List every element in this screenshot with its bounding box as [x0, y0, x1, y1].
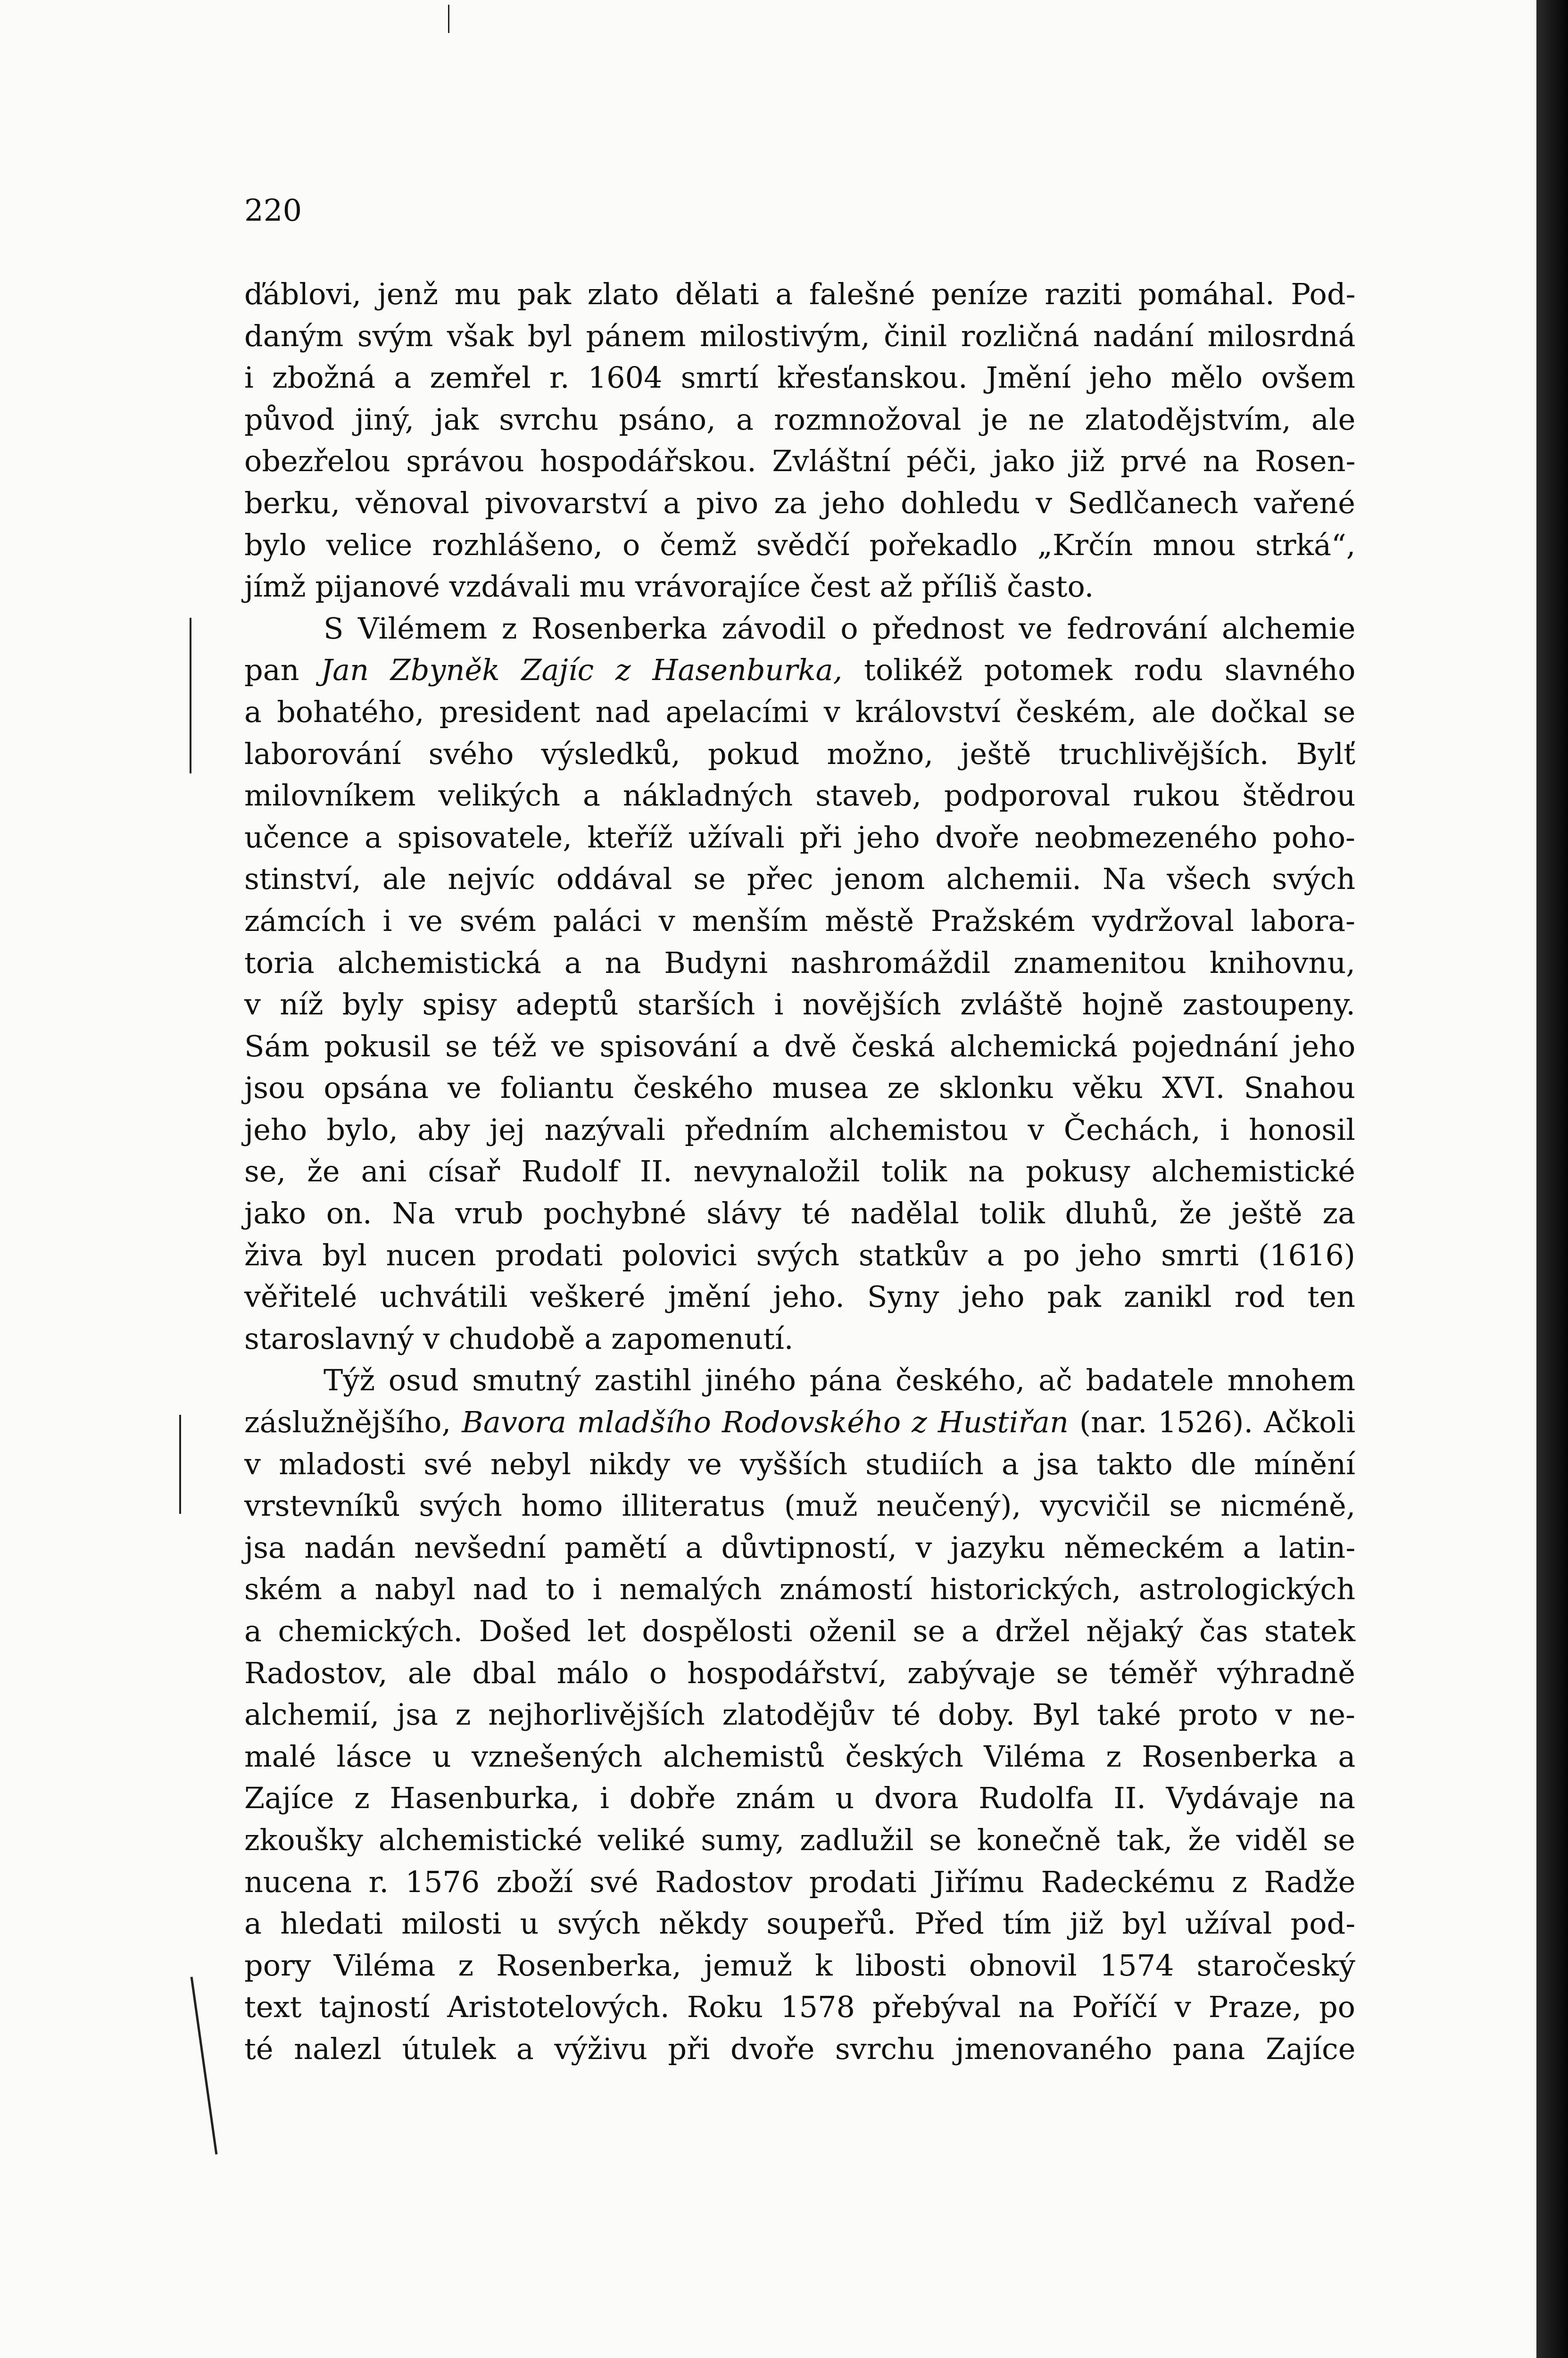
text-run: stinství, ale nejvíc oddával se přec jenom alchemii. Na všech svých [244, 862, 1355, 897]
text-line [244, 1736, 1355, 1778]
text-line [244, 1151, 1355, 1193]
text-run: pan [244, 653, 321, 688]
text-run: se, že ani císař Rudolf II. nevynaložil tolik na pokusy alchemistické [244, 1154, 1355, 1189]
text-run: jako on. Na vrub pochybné slávy té nadělal tolik dluhů, že ještě za [244, 1196, 1356, 1231]
text-line [244, 274, 1355, 316]
text-line [244, 440, 1355, 482]
text-line [244, 1986, 1355, 2028]
text-run: Týž osud smutný zastihl jiného pána českého, ač badatele mnohem [324, 1363, 1356, 1398]
text-line [244, 1694, 1355, 1736]
text-run: Sám pokusil se též ve spisování a dvě česká alchemická pojednání jeho [244, 1029, 1356, 1063]
page-number: 220 [244, 193, 302, 228]
text-run: té nalezl útulek a výživu při dvoře svrchu jmenovaného pana Zajíce [244, 2031, 1356, 2066]
text-run: text tajností Aristotelových. Roku 1578 přebýval na Poříčí v Praze, po [244, 1990, 1355, 2025]
text-run: ském a nabyl nad to i nemalých známostí historických, astrologických [244, 1572, 1355, 1607]
text-line [244, 817, 1355, 859]
text-run: učence a spisovatele, kteříž užívali při jeho dvoře neobmezeného poho- [244, 820, 1355, 855]
text-run: jsa nadán nevšední pamětí a důvtipností, v jazyku německém a latin- [244, 1530, 1356, 1565]
text-run: milovníkem velikých a nákladných staveb, podporoval rukou štědrou [244, 778, 1356, 813]
paragraph [244, 608, 1355, 1360]
text-line [244, 1527, 1355, 1569]
text-run: zámcích i ve svém paláci v menším městě Pražském vydržoval labora- [244, 903, 1355, 938]
text-run: daným svým však byl pánem milostivým, činil rozličná nadání milosrdná [244, 318, 1356, 353]
text-run: tolikéž potomek rodu slavného [842, 653, 1356, 688]
margin-mark [190, 618, 191, 773]
text-run: jímž pijanové vzdávali mu vrávorajíce čest až příliš často. [244, 569, 1094, 604]
text-run: pory Viléma z Rosenberka, jemuž k libosti obnovil 1574 staročeský [244, 1948, 1355, 1983]
text-run: malé lásce u vznešených alchemistů českých Viléma z Rosenberka a [244, 1739, 1356, 1774]
text-run: vrstevníků svých homo illiteratus (muž neučený), vycvičil se nicméně, [244, 1488, 1356, 1523]
body-text [244, 274, 1355, 2070]
margin-mark [179, 1415, 181, 1514]
text-line [244, 1945, 1355, 1987]
text-run: alchemií, jsa z nejhorlivějších zlatodějův té doby. Byl také proto v ne- [244, 1697, 1355, 1732]
text-run: ďáblovi, jenž mu pak zlato dělati a falešné peníze raziti pomáhal. Pod- [244, 277, 1356, 311]
text-run: záslužnějšího, [244, 1405, 462, 1440]
text-line [244, 1903, 1355, 1945]
text-run: a bohatého, president nad apelacími v království českém, ale dočkal se [244, 694, 1356, 729]
text-line [244, 399, 1355, 441]
text-line [244, 691, 1355, 733]
text-run: původ jiný, jak svrchu psáno, a rozmnožoval je ne zlatodějstvím, ale [244, 402, 1356, 437]
text-line [244, 1318, 1355, 1360]
text-run: jeho bylo, aby jej nazývali předním alchemistou v Čechách, i honosil [244, 1112, 1355, 1147]
text-line [244, 316, 1355, 357]
text-line [244, 1109, 1355, 1151]
text-line [244, 733, 1355, 775]
text-run: věřitelé uchvátili veškeré jmění jeho. Syny jeho pak zanikl rod ten [244, 1279, 1355, 1314]
paragraph [244, 274, 1355, 608]
text-line [244, 1861, 1355, 1903]
text-run: Zajíce z Hasenburka, i dobře znám u dvora Rudolfa II. Vydávaje na [244, 1781, 1355, 1816]
text-run: laborování svého výsledků, pokud možno, ještě truchlivějších. Bylť [244, 736, 1355, 771]
text-line [244, 1569, 1355, 1611]
text-line [244, 1235, 1355, 1277]
text-line [244, 858, 1355, 900]
text-run: bylo velice rozhlášeno, o čemž svědčí pořekadlo „Krčín mnou strká“, [244, 527, 1356, 562]
text-line [244, 900, 1355, 942]
text-line [244, 524, 1355, 566]
margin-mark [448, 5, 449, 33]
text-run: S Vilémem z Rosenberka závodil o přednost ve fedrování alchemie [324, 611, 1356, 646]
text-run: i zbožná a zemřel r. 1604 smrtí křesťanskou. Jmění jeho mělo ovšem [244, 360, 1355, 395]
text-run: Radostov, ale dbal málo o hospodářství, zabývaje se téměř výhradně [244, 1655, 1355, 1690]
text-line [244, 566, 1355, 608]
text-run: a hledati milosti u svých někdy soupeřů. Před tím již byl užíval pod- [244, 1906, 1356, 1941]
page-edge [1536, 0, 1568, 2358]
italic-name: Bavora mladšího Rodovského z Hustiřan [462, 1405, 1069, 1440]
text-run: v níž byly spisy adeptů starších i novějších zvláště hojně zastoupeny. [244, 987, 1355, 1022]
text-run: a chemických. Došed let dospělosti oženil se a držel nějaký čas statek [244, 1614, 1356, 1648]
text-run: jsou opsána ve foliantu českého musea ze sklonku věku XVI. Snahou [244, 1071, 1355, 1105]
text-run: (nar. 1526). Ačkoli [1068, 1405, 1356, 1440]
text-run: toria alchemistická a na Budyni nashromáždil znamenitou knihovnu, [244, 945, 1355, 980]
text-line [244, 1193, 1355, 1235]
text-line [244, 1777, 1355, 1819]
text-line [244, 1444, 1355, 1486]
text-run: zkoušky alchemistické veliké sumy, zadlužil se konečně tak, že viděl se [244, 1822, 1355, 1857]
text-line [244, 984, 1355, 1026]
text-line [244, 357, 1355, 399]
text-line [244, 608, 1355, 650]
text-run: v mladosti své nebyl nikdy ve vyšších studiích a jsa takto dle mínění [244, 1446, 1355, 1481]
text-line [244, 1360, 1355, 1402]
text-line [244, 1402, 1355, 1444]
text-line [244, 1026, 1355, 1068]
text-run: berku, věnoval pivovarství a pivo za jeho dohledu v Sedlčanech vařené [244, 485, 1355, 520]
text-line [244, 482, 1355, 524]
margin-mark [191, 1977, 218, 2155]
text-line [244, 942, 1355, 984]
paragraph [244, 1360, 1355, 2070]
text-run: živa byl nucen prodati polovici svých statkův a po jeho smrti (1616) [244, 1237, 1355, 1272]
text-run: staroslavný v chudobě a zapomenutí. [244, 1321, 794, 1356]
text-line [244, 1276, 1355, 1318]
text-line [244, 1819, 1355, 1861]
text-line [244, 2028, 1355, 2070]
text-line [244, 1652, 1355, 1694]
text-run: nucena r. 1576 zboží své Radostov prodati Jiřímu Radeckému z Radže [244, 1864, 1356, 1899]
text-line [244, 649, 1355, 691]
text-run: obezřelou správou hospodářskou. Zvláštní péči, jako již prvé na Rosen- [244, 444, 1356, 479]
text-line [244, 1611, 1355, 1652]
text-line [244, 1485, 1355, 1527]
italic-name: Jan Zbyněk Zajíc z Hasenburka, [321, 653, 843, 688]
text-line [244, 775, 1355, 817]
text-line [244, 1067, 1355, 1109]
